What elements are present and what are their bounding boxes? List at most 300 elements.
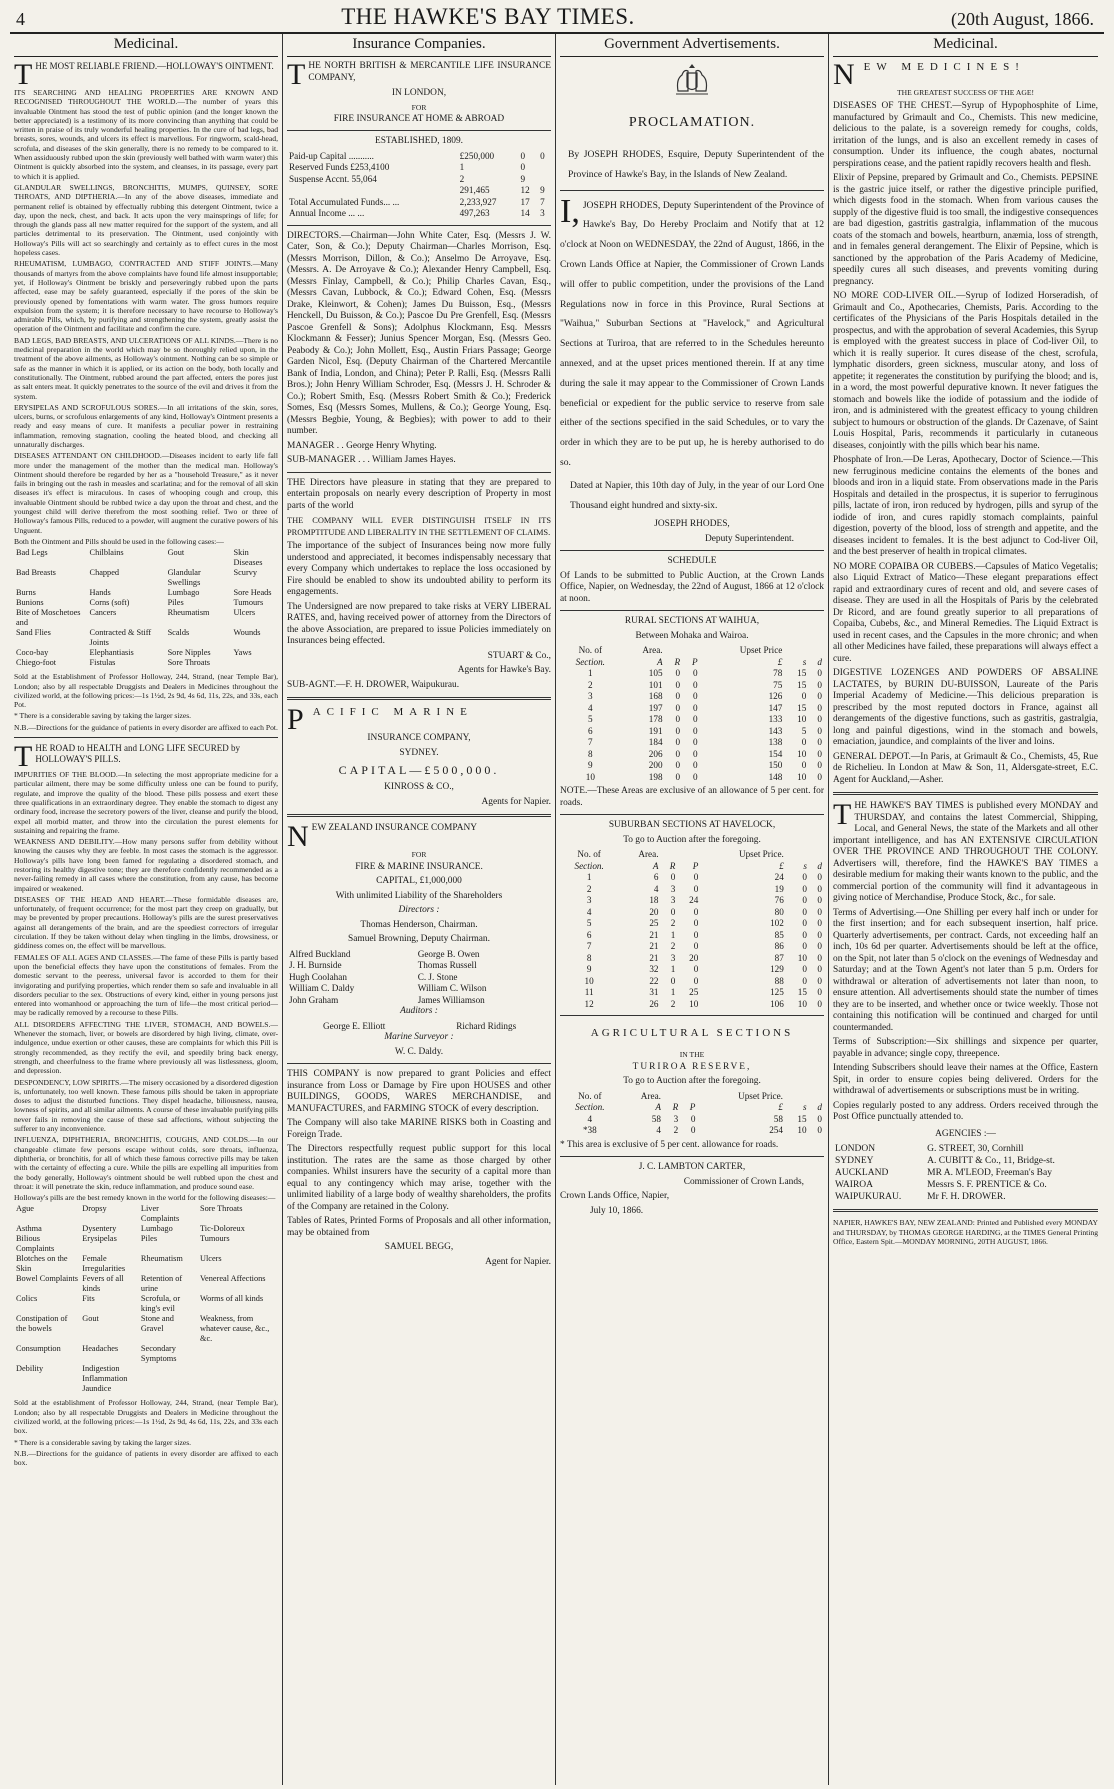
director-name: J. H. Burnside	[289, 960, 342, 971]
table-row	[560, 726, 824, 738]
divider	[287, 472, 551, 473]
table-cell: 0	[692, 691, 698, 702]
table-cell: 0	[817, 998, 822, 1009]
finance-cell	[287, 185, 458, 197]
table-cell: *38	[582, 1125, 597, 1136]
signature: STUART & Co.,	[487, 650, 551, 661]
table-cell: 0	[692, 668, 698, 679]
ailment-cell: Bad Breasts	[16, 568, 56, 578]
divider	[287, 1063, 551, 1064]
nz-insurance-ad	[287, 820, 551, 1268]
ailment-row	[14, 1374, 278, 1384]
table-cell: 0	[692, 714, 698, 725]
ad-paragraph: BAD LEGS, BAD BREASTS, AND ULCERATIONS OF ALL KINDS.—There is no medicinal preparation in the world which may be so thoroughly relied upon, in the treatment of the above ailments, as Holloway's ointment. Nothing can be so simple or safe as the manner in which it is applied, or its action on the body, both locally and constitutionally. The Ointment, rubbed around the part affected, enters the pores just as salt enters meat. It quickly penetrates to the source of the evil and drives it from the system.	[14, 335, 278, 401]
table-cell: 21	[649, 941, 659, 952]
agency-cell: AUCKLAND	[835, 1168, 889, 1179]
table-cell: 198	[648, 771, 663, 782]
table-cell: 1	[588, 668, 593, 679]
ad-title: HE NORTH BRITISH & MERCANTILE LIFE INSURANCE COMPANY,	[308, 61, 551, 83]
table-cell: 0	[692, 760, 698, 771]
table-header-cell: £	[779, 860, 784, 871]
table-cell: 138	[768, 737, 783, 748]
table-cell: 18	[649, 895, 659, 906]
manager: MANAGER . . George Henry Whyting.	[287, 440, 437, 451]
agri-in: IN THE	[679, 1050, 705, 1060]
finance-cell: 2	[459, 173, 465, 184]
ailment-row	[14, 1234, 278, 1254]
ailment-cell: Burns	[16, 588, 36, 598]
ailment-cell: Colics	[16, 1294, 38, 1304]
ad-paragraph: RHEUMATISM, LUMBAGO, CONTRACTED AND STIFF JOINTS.—Many thousands of martyrs from the above complaints have found life almost insupportable; yet, if Holloway's Ointment be briskly and perseveringly rubbed upon the parts affected, ease may be safely guaranteed, especially if the pores of the skin be previously opened by fomentations with warm water. The gross humors require expulsion from the system; it is therefore necessary to have recourse to Holloway's admirable Pills, which, by purifying and strengthening the system, greatly assist the operation of the Ointment and facilitate and confirm the cure.	[14, 259, 278, 334]
agency-cell: MR A. M'LEOD, Freeman's Bay	[927, 1168, 1052, 1179]
table-cell: 0	[675, 737, 681, 748]
table-header-cell	[665, 645, 683, 657]
table-cell: 78	[773, 668, 783, 679]
table-row	[560, 1125, 824, 1137]
table-cell: 10	[797, 771, 807, 782]
table-cell: 32	[649, 964, 659, 975]
column-header: Medicinal.	[833, 34, 1098, 57]
table-cell: 168	[648, 691, 663, 702]
table-header-cell	[680, 1091, 697, 1103]
ailment-cell: Sore Nipples	[167, 648, 211, 658]
table-header-cell	[784, 645, 808, 657]
table-header-cell: A	[652, 860, 659, 871]
table-header-cell: P	[689, 1102, 696, 1113]
ailment-cell: Scrofula, or king's evil	[140, 1294, 181, 1314]
ailment-cell: Contracted & Stiff Joints	[89, 628, 152, 648]
table-cell: 7	[586, 941, 592, 952]
table-cell: 0	[690, 1113, 696, 1124]
ad-paragraph: GLANDULAR SWELLINGS, BRONCHITIS, MUMPS, QUINSEY, SORE THROATS, AND DIPTHERIA.—In any of the above diseases, immediate and permanent relief is obtained by effectually rubbing this detergent Ointment, twice a day, upon the neck, chest, and back. It acts upon the very mainsprings of life; for through the glands pass all new matter required for the support of the system, and all particles detrimental to its preservation. The Ointment, used conjointly with Holloway's Pills will act so searchingly and certainly as to effect cures in the most hopeless cases.	[14, 182, 278, 258]
director-row	[287, 949, 551, 961]
ailment-cell: Hands	[89, 588, 111, 598]
proclamation-by: By JOSEPH RHODES, Esquire, Deputy Superintendent of the Province of Hawke's Bay, in the Islands of New Zealand.	[568, 149, 824, 180]
table-cell: 191	[648, 725, 663, 736]
office: Crown Lands Office, Napier,	[560, 1191, 670, 1202]
finance-cell: 7	[540, 196, 545, 207]
table-header-row	[560, 849, 824, 861]
table-cell: 2	[670, 998, 676, 1009]
table-cell: 0	[675, 748, 681, 759]
agency-cell: WAIPUKURAU.	[835, 1192, 902, 1203]
column-header: Insurance Companies.	[287, 34, 551, 57]
table-cell: 76	[774, 895, 784, 906]
ailment-cell: Fits	[82, 1294, 95, 1304]
table-cell: 0	[817, 918, 822, 929]
table-cell: 0	[817, 872, 822, 883]
table-cell: 15	[797, 987, 807, 998]
table-cell: 1	[670, 987, 676, 998]
table-cell: 15	[797, 702, 807, 713]
table-row	[560, 668, 824, 680]
ad-paragraph: The Company will also take MARINE RISKS both in Coasting and Foreign Trade.	[287, 1118, 551, 1140]
agri-subtitle: To go to Auction after the foregoing.	[623, 1076, 761, 1087]
table-header-cell: s	[802, 656, 807, 667]
divider	[287, 130, 551, 131]
size-note: * There is a considerable saving by taking the larger sizes.	[14, 711, 192, 721]
ailment-cell: Bunions	[16, 598, 44, 608]
divider	[560, 190, 824, 191]
divider	[560, 814, 824, 815]
ailment-row	[14, 1274, 278, 1294]
table-cell: 6	[586, 929, 592, 940]
rural-note: NOTE.—These Areas are exclusive of an allowance of 5 per cent. for roads.	[560, 786, 824, 808]
table-header-cell: Area.	[642, 645, 663, 656]
ad-paragraph: The Undersigned are now prepared to take risks at VERY LIBERAL RATES, and, having received power of attorney from the Directors of the above Association, are prepared to issue Policies immediately on Insurances being effected.	[287, 601, 551, 647]
ailment-cell: Tumours	[199, 1234, 230, 1244]
divider	[287, 697, 551, 700]
ailment-cell: Skin Diseases	[233, 548, 263, 568]
ailment-cell: Liver Complaints	[140, 1204, 180, 1224]
table-cell: 10	[797, 952, 807, 963]
table-header-cell: No. of	[577, 849, 601, 860]
director-name: George B. Owen	[417, 948, 480, 959]
auditors-table	[287, 1021, 551, 1033]
schedule-text: Of Lands to be submitted to Public Auction, at the Crown Lands Office, Napier, on Wednesday, the 22nd of August, 1866 at 12 o'clock at noon.	[560, 570, 824, 604]
table-cell: 126	[768, 691, 783, 702]
finance-cell: Reserved Funds £253,4100	[289, 162, 390, 173]
table-cell: 147	[768, 702, 783, 713]
surveyor-label: Marine Surveyor :	[384, 1032, 454, 1043]
table-header-cell: £	[777, 656, 783, 667]
ailment-cell: Glandular Swellings	[167, 568, 201, 588]
sold-notice: Sold at the establishment of Professor Holloway, 244, Strand, (near Temple Bar), London; also by all respectable Druggists and Dealers in Medicine throughout the civilized world, at the following prices:—1s 1½d, 2s 9d, 4s 6d, 11s, 22s, and 33s each box.	[14, 1398, 278, 1436]
ailment-row	[14, 1254, 278, 1274]
column-insurance	[283, 34, 556, 1785]
table-cell: 20	[689, 952, 699, 963]
table-header-cell	[786, 849, 809, 861]
ailment-cell: Chilblains	[89, 548, 124, 558]
finance-cell: 2,233,927	[459, 196, 497, 207]
table-cell: 0	[670, 975, 676, 986]
table-cell: 2	[586, 883, 592, 894]
ailment-row	[14, 548, 278, 568]
agri-title: AGRICULTURAL SECTIONS	[590, 1027, 794, 1040]
table-row	[560, 884, 824, 896]
deputy-chairman: Samuel Browning, Deputy Chairman.	[348, 934, 490, 945]
finance-cell: 0	[520, 150, 526, 161]
table-cell: 0	[692, 679, 698, 690]
table-cell: 106	[770, 998, 784, 1009]
drop-cap: N	[833, 58, 861, 91]
table-cell: 0	[801, 760, 807, 771]
table-cell: 0	[801, 737, 807, 748]
ad-paragraph: THE COMPANY WILL EVER DISTINGUISH ITSELF IN ITS PROMPTITUDE AND LIBERALITY IN THE SETTLEMENT OF CLAIMS.	[287, 516, 551, 537]
finance-cell: Total Accumulated Funds... ...	[289, 196, 400, 207]
ailment-cell: Rheumatism	[140, 1254, 183, 1264]
table-cell: 0	[817, 725, 822, 736]
signature: JOSEPH RHODES,	[654, 519, 730, 530]
ailment-row	[14, 1314, 278, 1344]
table-row	[560, 772, 824, 784]
table-cell: 2	[673, 1125, 679, 1136]
table-header-cell: R	[669, 860, 676, 871]
table-cell: 0	[817, 771, 822, 782]
table-cell: 0	[802, 883, 807, 894]
ailment-cell: Retention of urine	[140, 1274, 183, 1294]
director-name: James Williamson	[417, 994, 485, 1005]
table-cell: 24	[774, 872, 784, 883]
table-cell: 200	[648, 760, 663, 771]
finance-cell: 12	[520, 185, 530, 196]
table-cell: 2	[670, 918, 676, 929]
ad-paragraph: IMPURITIES OF THE BLOOD.—In selecting the most appropriate medicine for a particular ailment, there may be some difficulty unless one can be found to purify, regulate, and improve the quality of the blood. These pills possess and exert these three qualifications in an extraordinary degree. They enable the stomach to digest any ordinary food, increase the secretory powers of the liver, cleanse and purify the blood, expel all morbid matter, and throw into the circulation the purest elements for sustaining and repairing the frame.	[14, 770, 278, 835]
finance-cell: 0	[520, 162, 526, 173]
table-cell: 0	[675, 691, 681, 702]
finance-row	[287, 162, 551, 174]
table-cell: 25	[649, 918, 659, 929]
table-cell: 143	[768, 725, 783, 736]
table-cell: 0	[801, 691, 807, 702]
divider	[560, 1015, 824, 1016]
size-note: * There is a considerable saving by taking the larger sizes.	[14, 1437, 192, 1447]
table-cell: 178	[648, 714, 663, 725]
table-header-cell: Area.	[638, 849, 659, 860]
table-header-cell: d	[817, 860, 822, 871]
table-row	[560, 737, 824, 749]
divider	[833, 792, 1098, 795]
director-name: Hugh Coolahan	[289, 971, 347, 982]
ad-paragraph: NO MORE COD-LIVER OIL.—Syrup of Iodized Horseradish, of Grimault and Co., Apothecaries, Chemists, Paris. According to the certificates of the Physicians of the Paris Hospitals detailed in the prospectus, and with the approbation of several Academies, this Syrup is employed with the greatest success in place of Cod-liver Oil, to which it is really superior. It cures disease of the chest, scrofula, lymphatic disorders, green sickness, muscular atony, and loss of appetite; it regenerates the constitution by purifying the blood; and is, in a word, the most powerful depurative known. It never fatigues the stomach and bowels like the iodide of potassium and the iodide of iron, and is administered with the greatest efficacy to young children subject to humours or obstruction of the glands. Dr Cazenave, of Saint Louis Hospital, Paris, recommends it particularly in cutaneous diseases, conjointly with the pills which bear his name.	[833, 291, 1098, 451]
ailment-cell: Blotches on the Skin	[16, 1254, 68, 1274]
table-cell: 0	[817, 691, 822, 702]
agency-cell: Messrs S. F. PRENTICE & Co.	[927, 1180, 1047, 1191]
ailment-row	[14, 1344, 278, 1364]
pacific-marine-ad	[287, 703, 551, 808]
table-cell: 0	[817, 906, 822, 917]
table-cell: 4	[586, 906, 592, 917]
ailment-cell	[232, 658, 279, 668]
table-cell: 5	[586, 918, 592, 929]
table-cell: 0	[692, 702, 698, 713]
ailment-cell: Venereal Affections	[199, 1274, 266, 1284]
ailment-row	[14, 658, 278, 668]
column-government	[556, 34, 829, 1785]
ad-paragraph: Elixir of Pepsine, prepared by Grimault and Co., Chemists. PEPSINE is the gastric juice itself, or rather the digestive principle purified, which digests food in the stomach. When from various causes the supply of the digestive fluid is too small, the indigestive consequences are bad digestion, gastritis gastralgia, inflammation of the mucous coats of the stomach and bowels, heartburn, anæmia, loss of strength, and in females general derangement. The Elixir of Pepsine, which is sanctioned by the approbation of the Paris Academy of Medicine, speedily cures all such diseases, and prevents vomiting during pregnancy.	[833, 173, 1098, 287]
table-cell: 3	[670, 952, 676, 963]
finance-cell: 17	[520, 196, 530, 207]
agencies-table	[833, 1143, 1098, 1203]
table-cell: 20	[649, 906, 659, 917]
table-cell: 86	[774, 941, 784, 952]
ailment-cell: Inflammation	[82, 1374, 128, 1384]
table-row	[560, 941, 824, 953]
table-cell: 0	[693, 872, 699, 883]
ailment-cell: Debility	[16, 1364, 44, 1374]
ailment-cell: Tic-Doloreux	[199, 1224, 245, 1234]
director-row	[287, 972, 551, 984]
table-row	[560, 918, 824, 930]
table-header-cell	[785, 1091, 809, 1103]
table-cell: 105	[648, 668, 663, 679]
table-cell: 133	[768, 714, 783, 725]
table-cell: 4	[587, 1113, 593, 1124]
table-cell: 15	[797, 679, 807, 690]
hawkes-bay-times-ad	[833, 798, 1098, 1203]
table-cell: 0	[675, 725, 681, 736]
table-header-cell	[663, 1091, 680, 1103]
schedule-title: SCHEDULE	[667, 556, 717, 567]
table-cell: 15	[797, 1113, 807, 1124]
ailments-table	[14, 548, 278, 668]
table-cell: 4	[653, 883, 659, 894]
ailment-cell	[139, 1374, 198, 1384]
table-cell: 184	[648, 737, 663, 748]
ad-fire: FIRE INSURANCE AT HOME & ABROAD	[333, 113, 505, 124]
table-row	[560, 714, 824, 726]
table-cell: 0	[817, 883, 822, 894]
ad-paragraph: Phosphate of Iron.—De Leras, Apothecary, Doctor of Science.—This new ferruginous medicine contains the elements of the bones and bloods and iron in a liquid state. From observations made in the Paris Hospitals and detailed in the prospectus, it is superior to ferruginous pills, lactate of iron, iron reduced by hydrogen, pills and syrup of the iodide of iron, and cures rapidly stomach complaints, painful digestion, poverty of the blood, loss of strength and appetite, and the diseases incident to females. It is the best adjunct to Cod-liver Oil, and the best preserver of health in tropical climates.	[833, 455, 1098, 558]
ad-paragraph: DIGESTIVE LOZENGES AND POWDERS OF ABSALINE LACTATES, by BURIN DU-BUISSON, Laureate of the Paris Imperial Academy of Medicine.—This delicious preparation is prescribed by the most reputed doctors in France, against all derangements of the digestive functions, such as gastritis, gastralgia, long and painful digestions, wind in the stomach and bowels, emaciation, jaundice, and complaints of the liver and loins.	[833, 668, 1098, 748]
table-header-cell: Upset Price.	[738, 1090, 783, 1101]
table-cell: 129	[770, 964, 784, 975]
table-cell: 0	[693, 929, 699, 940]
ailment-row	[14, 628, 278, 648]
ad-paragraph: ITS SEARCHING AND HEALING PROPERTIES ARE KNOWN AND RECOGNISED THROUGHOUT THE WORLD.—The number of years this invaluable Ointment has stood the test of public opinion (and the longer known the better appreciated) is a testimony of its more convincing than anything that could be written in praise of its truly wonderful healing properties. In the cure of bad legs, bad breasts, sores, wounds, and ulcers its effect is marvellous. For ringworm, scald-head, scrofula, and diseases of the skin generally, there is no remedy to be compared to it. When assiduously rubbed upon the skin (previously well bathed with warm water) this Ointment is quickly absorbed into the system, and cleanses, in its passage, every part to which it is applied.	[14, 88, 278, 181]
ailment-cell: Yaws	[233, 648, 252, 658]
imprint: NAPIER, HAWKE'S BAY, NEW ZEALAND: Printed and Published every MONDAY and THURSDAY, by THOMAS GEORGE HARDING, at the TIMES General Printing Office, Eastern Spit.—MONDAY MORNING, 20TH AUGUST, 1866.	[833, 1218, 1098, 1246]
table-cell: 0	[693, 975, 699, 986]
ad-paragraph: GENERAL DEPOT.—In Paris, at Grimault & Co., Chemists, 45, Rue de Richelieu. In London at Maw & Son, 11, Aldersgate-street, E.C. Agent for Auckland,—Asher.	[833, 751, 1098, 785]
table-header-cell	[809, 1091, 824, 1103]
table-row	[560, 964, 824, 976]
ad-paragraph: DISEASES OF THE CHEST.—Syrup of Hypophosphite of Lime, manufactured by Grimault and Co., Chemists. This new medicine, delicious to the palate, is a sovereign remedy for coughs, colds, irritation of the lungs, and is also an excellent remedy in cases of consumption. Under its influence, the cough abates, nocturnal perspirations cease, and the patient rapidly recovers health and flesh.	[833, 101, 1098, 169]
agency-row	[833, 1155, 1098, 1167]
table-cell: 9	[586, 964, 592, 975]
finance-cell: Suspense Accnt. 55,064	[289, 173, 377, 184]
finance-row	[287, 151, 551, 163]
ad-headline: HE ROAD to HEALTH and LONG LIFE SECURED by HOLLOWAY'S PILLS.	[35, 743, 240, 765]
ad-liability: With unlimited Liability of the Shareholders	[335, 890, 503, 901]
ailment-cell: Worms of all kinds	[199, 1294, 264, 1304]
table-header-row	[560, 861, 824, 873]
chairman: Thomas Henderson, Chairman.	[360, 919, 478, 930]
finance-cell: Annual Income ... ...	[289, 208, 365, 219]
divider	[560, 550, 824, 551]
proclamation-dated: Dated at Napier, this 10th day of July, in the year of our Lord One Thousand eight hundred and sixty-six.	[570, 479, 824, 511]
ailment-cell: Indigestion	[82, 1364, 120, 1374]
ad-paragraph: DISEASES ATTENDANT ON CHILDHOOD.—Diseases incident to early life fall more under the management of the mother than the medical man. Holloway's Ointment should therefore be regarded by her as a "household Treasure," as it never fails in bringing out the rash in measles and scarlatina; and for the removal of all skin diseases it's effect is miraculous. In cases of whooping cough and croup, this invaluable Ointment should be rubbed twice a day upon the throat and chest, and the youngest child will derive therefrom the most soothing relief. Two or three of Holloway's famous Pills, reduced to a powder, will augment the curative powers of his Unguent.	[14, 451, 278, 535]
table-cell: 26	[649, 998, 659, 1009]
table-cell: 3	[673, 1113, 679, 1124]
table-cell: 10	[797, 998, 807, 1009]
table-header-row	[560, 657, 824, 669]
table-cell: 8	[588, 748, 593, 759]
table-cell: 0	[692, 748, 698, 759]
ailment-cell: Lumbago	[140, 1224, 173, 1234]
table-cell: 0	[675, 668, 681, 679]
table-cell: 0	[817, 895, 822, 906]
rural-title: RURAL SECTIONS AT WAIHUA,	[624, 616, 760, 627]
surveyor: W. C. Daldy.	[394, 1046, 444, 1057]
table-cell: 150	[768, 760, 783, 771]
ad-subtitle: INSURANCE COMPANY,	[367, 733, 471, 744]
table-cell: 3	[588, 691, 593, 702]
ailment-cell: Asthma	[16, 1224, 42, 1234]
finance-cell: £250,000	[459, 150, 495, 161]
table-cell: 0	[817, 952, 822, 963]
column-medicinal-left	[10, 34, 283, 1785]
finance-row	[287, 208, 551, 220]
table-cell: 0	[817, 929, 822, 940]
ailment-row	[14, 1224, 278, 1234]
ailment-cell: Sore Throats	[167, 658, 211, 668]
finance-cell: 9	[520, 173, 526, 184]
table-cell: 0	[802, 872, 807, 883]
finance-cell	[538, 162, 551, 174]
divider	[833, 1209, 1098, 1212]
newspaper-title: THE HAWKE'S BAY TIMES.	[341, 4, 635, 29]
signature-title: Commissioner of Crown Lands,	[683, 1176, 804, 1187]
table-cell: 0	[817, 737, 822, 748]
table-cell: 0	[675, 771, 681, 782]
ad-paragraph: ERYSIPELAS AND SCROFULOUS SORES.—In all irritations of the skin, sores, ulcers, burns, or scrofulous enlargements of any kind, Holloway's Ointment presents a ready and easy means of cure. It manifests a peculiar power in restraining inflammation, removing stagnation, cooling the heated blood, and checking all unnaturally discharges.	[14, 402, 278, 449]
table-cell: 0	[817, 714, 822, 725]
table-header-cell: P	[691, 656, 698, 667]
auditor: Richard Ridings	[456, 1020, 517, 1031]
ailment-cell: Sore Heads	[233, 588, 272, 598]
table-cell: 0	[693, 883, 699, 894]
agency-cell: Mr F. H. DROWER.	[927, 1192, 1006, 1203]
ailment-cell: Dysentery	[82, 1224, 117, 1234]
table-cell: 0	[817, 941, 822, 952]
board-table	[287, 949, 551, 1007]
ailment-cell: Sand Flies	[16, 628, 51, 638]
holloway-pills-ad	[14, 740, 278, 1468]
ailment-row	[14, 608, 278, 628]
director-name: C. J. Stone	[417, 971, 458, 982]
finance-cell: 291,465	[459, 185, 490, 196]
director-row	[287, 960, 551, 972]
ailment-cell	[139, 1364, 198, 1374]
table-cell: 0	[817, 987, 822, 998]
agent: SAMUEL BEGG,	[384, 1242, 454, 1253]
table-cell: 3	[586, 895, 592, 906]
table-row	[560, 760, 824, 772]
table-cell: 88	[774, 975, 784, 986]
table-cell: 85	[774, 929, 784, 940]
finance-row	[287, 185, 551, 197]
issue-date: (20th August, 1866.	[950, 9, 1094, 29]
table-header-cell: No. of	[578, 645, 603, 656]
table-cell: 1	[670, 929, 676, 940]
table-header-cell	[661, 849, 678, 861]
ad-paragraph: The importance of the subject of Insurances being now more fully understood and appreciated, it becomes indispensably necessary that every Company which undertakes to replace the loss occasioned by Fire should be enabled to show its undoubted ability to perform its engagements.	[287, 541, 551, 598]
table-header-cell: No. of	[578, 1090, 602, 1101]
table-cell: 21	[649, 952, 659, 963]
suburban-subtitle: To go to Auction after the foregoing.	[623, 834, 761, 845]
table-cell: 10	[797, 1125, 807, 1136]
table-row	[560, 953, 824, 965]
table-cell: 11	[584, 987, 594, 998]
ailment-row	[14, 598, 278, 608]
agency-cell: G. STREET, 30, Cornhill	[927, 1144, 1024, 1155]
agency-row	[833, 1191, 1098, 1203]
directions-note: N.B.—Directions for the guidance of patients in every disorder are affixed to each Pot.	[14, 722, 278, 732]
ailment-cell: Ulcers	[199, 1254, 222, 1264]
table-cell: 0	[817, 702, 822, 713]
finance-cell: 3	[540, 208, 545, 219]
auditors-label: Auditors :	[400, 1006, 438, 1017]
director-row	[287, 995, 551, 1007]
ailment-cell	[14, 1374, 80, 1384]
table-cell: 12	[584, 998, 594, 1009]
table-cell: 10	[797, 748, 807, 759]
ailment-cell: Chapped	[89, 568, 120, 578]
ailment-row	[14, 1294, 278, 1314]
ailment-cell: Rheumatism	[167, 608, 210, 618]
